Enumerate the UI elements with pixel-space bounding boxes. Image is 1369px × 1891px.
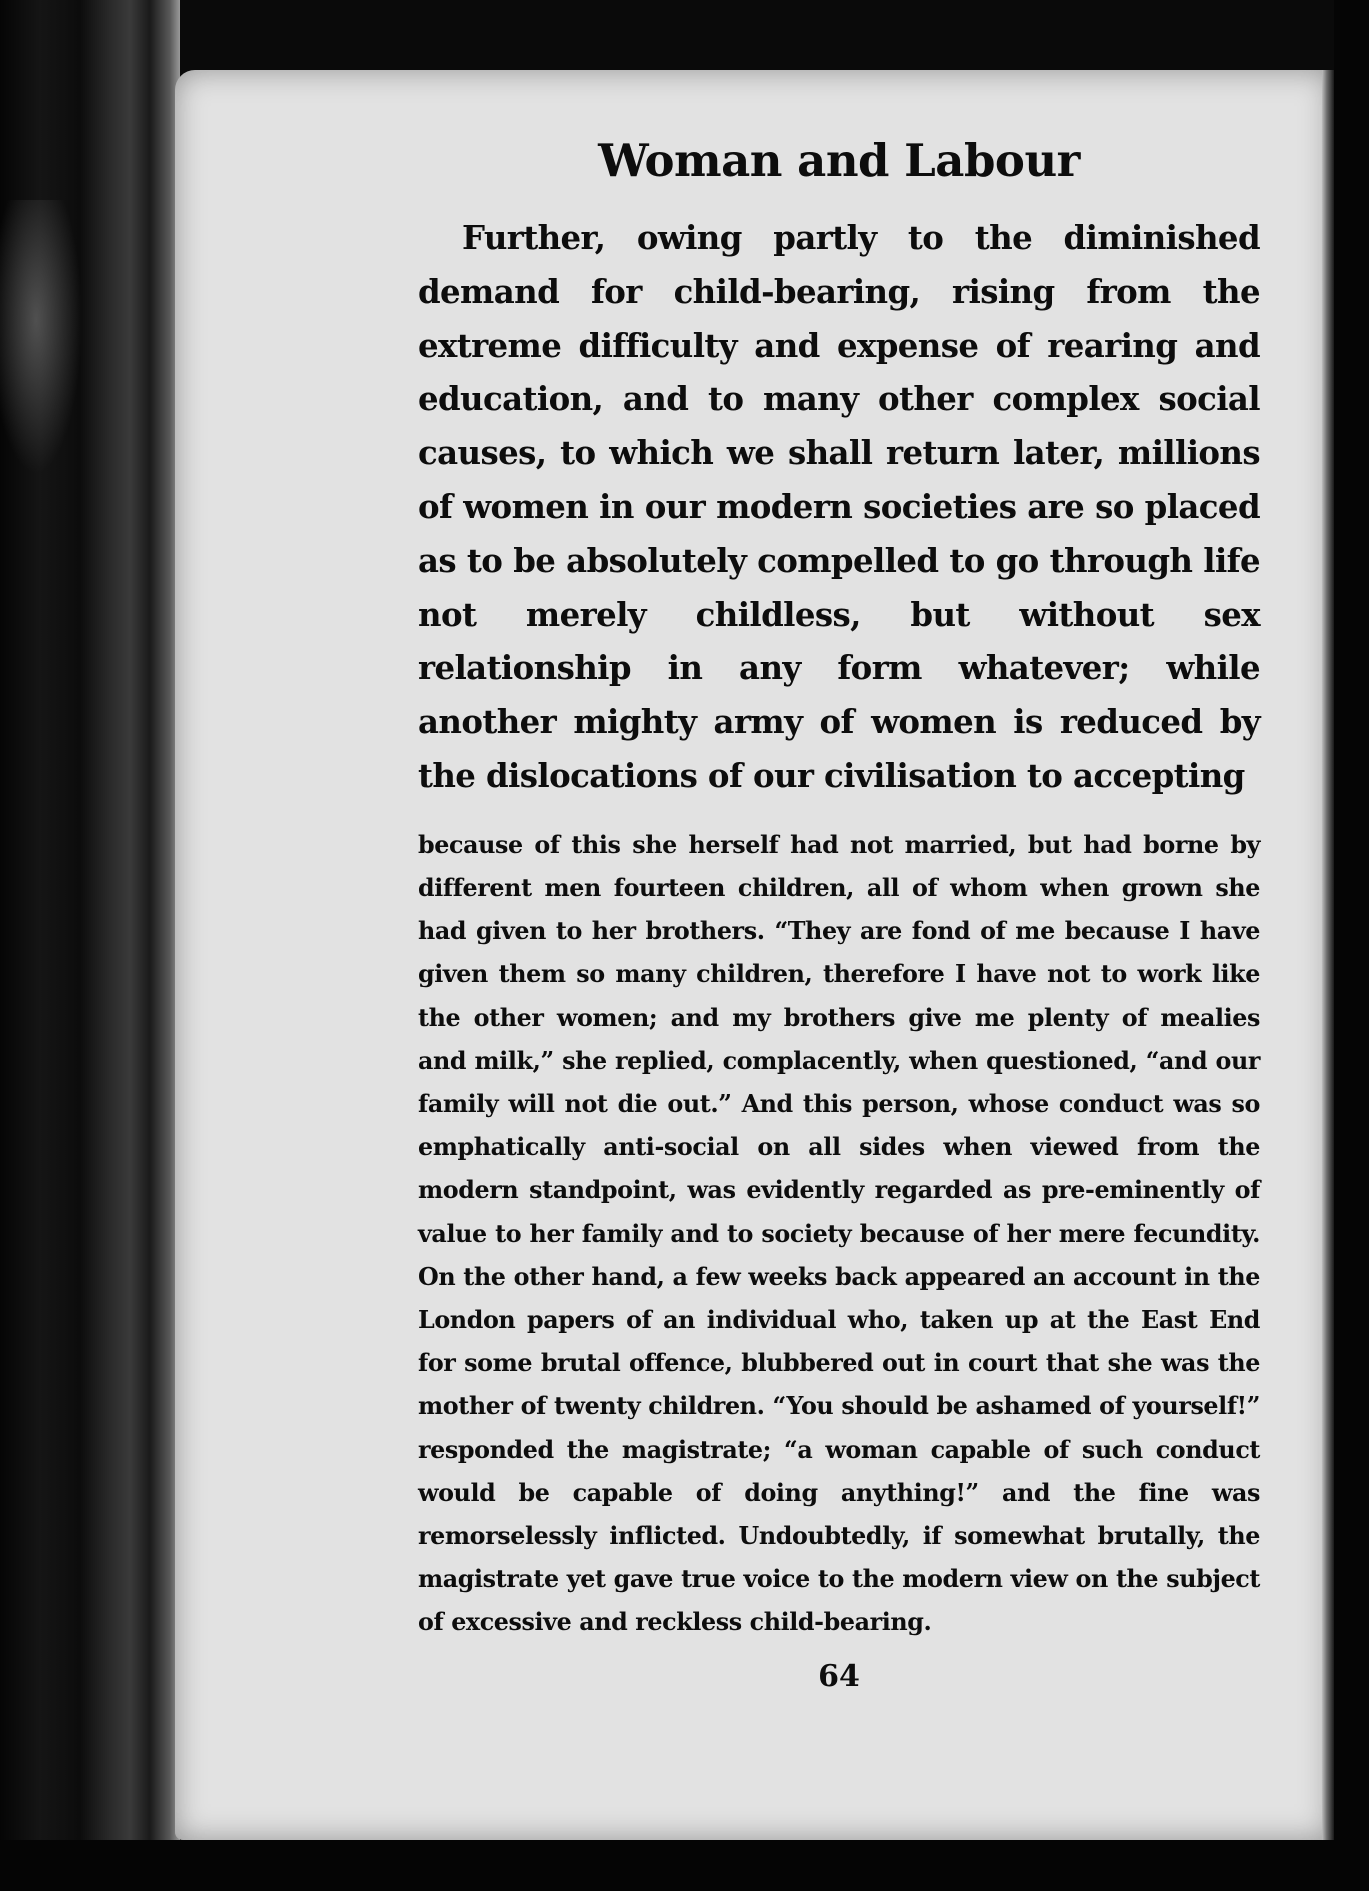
running-head: Woman and Labour	[598, 134, 1080, 187]
page-number: 64	[818, 1658, 860, 1694]
text-block	[418, 130, 1260, 1694]
main-paragraph: Further, owing partly to the diminished demand for child-bearing, rising from the extreme difficulty and expense of rearing and education, and to many other complex social causes, to which we shall return later, millions of women in our modern societies are so placed as to be absolutely compelled to go through life not merely childless, but without sex relationship in any form whatever; while another mighty army of women is reduced by the dislocations of our civilisation to accepting	[418, 219, 1260, 795]
page-edge	[1322, 70, 1334, 1840]
footnote: because of this she herself had not married, but had borne by different men fourteen children, all of whom when grown she had given to her brothers. “They are fond of me because I have given them so many children, therefore I have not to work like the other women; and my brothers give me plenty of mealies and milk,” she replied, complacently, when questioned, “and our family will not die out.” And this person, whose conduct was so emphatically anti-social on all sides when viewed from the modern standpoint, was evidently regarded as pre-eminently of value to her family and to society because of her mere fecundity. On the other hand, a few weeks back appeared an account in the London papers of an individual who, taken up at the East End for some brutal offence, blubbered out in court that she was the mother of twenty children. “You should be ashamed of yourself!” responded the magistrate; “a woman capable of such conduct would be capable of doing anything!” and the fine was remorselessly inflicted. Undoubtedly, if somewhat brutally, the magistrate yet gave true voice to the modern view on the subject of excessive and reckless child-bearing.	[418, 830, 1260, 1637]
bottom-margin-dark	[0, 1840, 1369, 1891]
right-margin-dark	[1334, 0, 1369, 1891]
spine-texture	[0, 200, 90, 500]
